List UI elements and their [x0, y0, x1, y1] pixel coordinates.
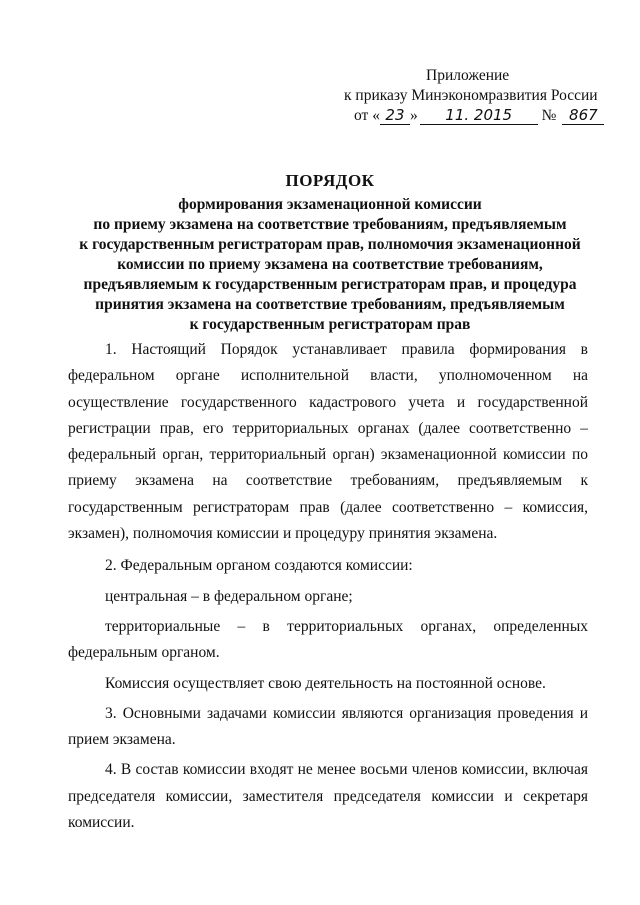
paragraph-1: 1. Настоящий Порядок устанавливает правила формирования в федеральном органе исполнительной власти, уполномоченном на осуществление государственного кадастрового учета и государственной регистрации прав, его территориальных органах (далее соответственно – федеральный орган, территориальный орган) экзаменационной комиссии по приему экзамена на соответствие требованиям, предъявляемым к государственным регистраторам прав (далее соответственно – комиссия, экзамен), полномочия комиссии и процедуру принятия экзамена. — [68, 341, 588, 543]
paragraph-4: 4. В состав комиссии входят не менее восьми членов комиссии, включая председателя комиссии, заместителя председателя комиссии и секретаря комиссии. — [68, 761, 588, 832]
number-prefix: № — [541, 107, 557, 124]
order-reference: к приказу Минэкономразвития России — [344, 87, 598, 104]
title-main: ПОРЯДОК — [285, 171, 375, 190]
title-line: к государственным регистраторам прав, полномочия экзаменационной — [79, 236, 581, 253]
paragraph-2-territorial: территориальные – в территориальных органах, определенных федеральным органом. — [68, 617, 588, 662]
title-line: комиссии по приему экзамена на соответствие требованиям, — [117, 256, 543, 273]
appendix-header — [330, 66, 610, 126]
document-title — [60, 170, 600, 335]
date-mid: » — [409, 107, 418, 124]
handwritten-day: 23 — [380, 107, 410, 125]
appendix-label: Приложение — [426, 67, 510, 84]
title-line: формирования экзаменационной комиссии — [178, 196, 482, 213]
paragraph-2-central: центральная – в федеральном органе; — [105, 587, 353, 605]
title-line: по приему экзамена на соответствие требованиям, предъявляемым — [93, 216, 567, 233]
handwritten-order-number: 867 — [562, 107, 604, 125]
title-line: предъявляемым к государственным регистраторам прав, и процедура — [83, 276, 577, 293]
document-body — [68, 337, 588, 842]
paragraph-2-permanent: Комиссия осуществляет свою деятельность на постоянной основе. — [105, 674, 546, 692]
paragraph-2: 2. Федеральным органом создаются комиссии: — [105, 557, 413, 575]
handwritten-month-year: 11. 2015 — [420, 107, 538, 125]
title-line: к государственным регистраторам прав — [189, 316, 471, 333]
order-date-line — [330, 106, 610, 126]
paragraph-3: 3. Основными задачами комиссии являются организация проведения и прием экзамена. — [68, 704, 588, 749]
date-prefix: от « — [354, 107, 380, 124]
title-line: принятия экзамена на соответствие требованиям, предъявляемым — [95, 296, 565, 313]
